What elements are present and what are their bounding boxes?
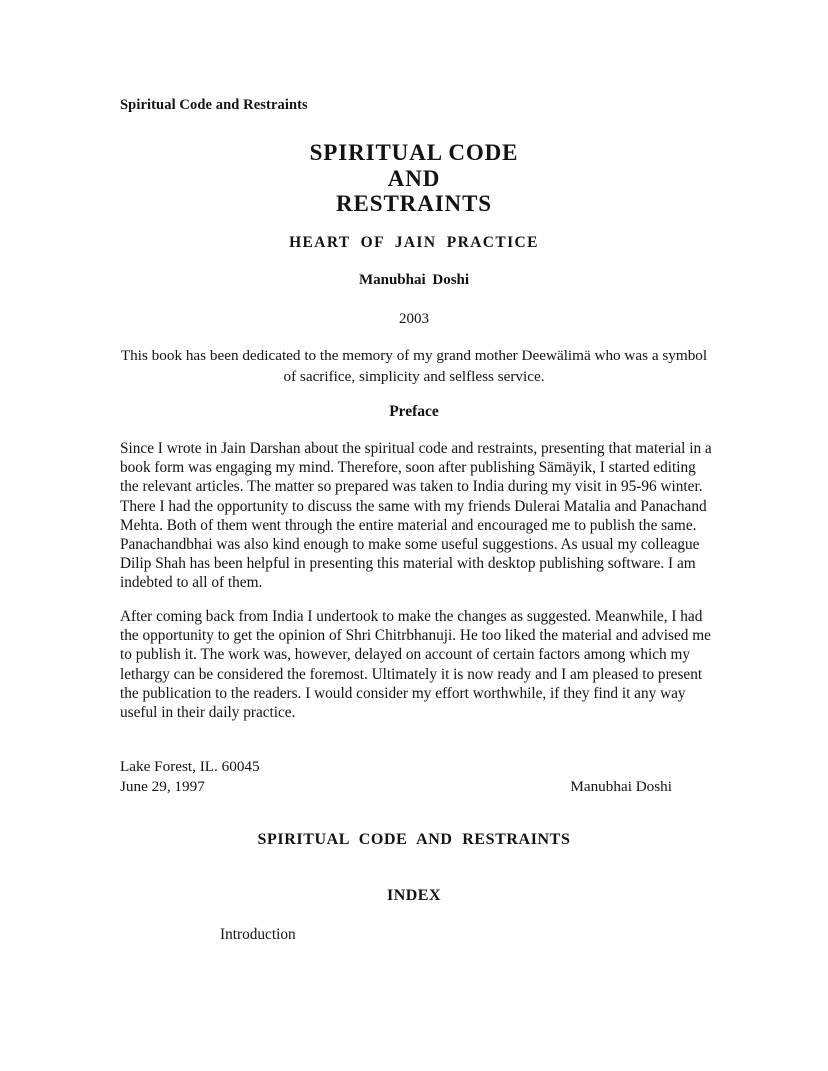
signature-date: June 29, 1997 xyxy=(120,777,205,795)
title-line-3: RESTRAINTS xyxy=(336,191,492,216)
publication-year: 2003 xyxy=(399,311,429,327)
signature-date-row xyxy=(120,777,672,797)
index-entry-introduction: Introduction xyxy=(220,926,296,943)
signature-location: Lake Forest, IL. 60045 xyxy=(120,758,260,775)
subtitle: HEART OF JAIN PRACTICE xyxy=(289,234,539,251)
signature-block xyxy=(120,757,672,796)
title-block xyxy=(0,140,828,217)
preface-paragraph-1: Since I wrote in Jain Darshan about the spiritual code and restraints, presenting that material in a book form was engaging my mind. Therefore, soon after publishing Sämäyik, I started editing the relevant articles. The matter so prepared was taken to India during my visit in 95-96 winter. There I had the opportunity to discuss the same with my friends Dulerai Matalia and Panachand Mehta. Both of them went through the entire material and encouraged me to publish the same. Panachandbhai was also kind enough to make some useful suggestions. As usual my colleague Dilip Shah has been helpful in presenting this material with desktop publishing software. I am indebted to all of them. xyxy=(120,440,712,592)
dedication-text: This book has been dedicated to the memory of my grand mother Deewälimä who was a symbol of sacrifice, simplicity and selfless service. xyxy=(120,347,708,385)
preface-paragraph-2: After coming back from India I undertook to make the changes as suggested. Meanwhile, I had the opportunity to get the opinion of Shri Chitrbhanuji. He too liked the material and advised me to publish it. The work was, however, delayed on account of certain factors among which my lethargy can be considered the foremost. Ultimately it is now ready and I am pleased to present the publication to the readers. I would consider my effort worthwhile, if they find it any way useful in their daily practice. xyxy=(120,608,711,722)
index-heading: INDEX xyxy=(386,887,442,904)
title-line-2: AND xyxy=(387,165,441,191)
preface-heading: Preface xyxy=(389,403,439,420)
signature-name: Manubhai Doshi xyxy=(570,777,672,795)
title-line-1: SPIRITUAL CODE xyxy=(309,140,519,165)
author-name: Manubhai Doshi xyxy=(358,272,470,288)
running-header: Spiritual Code and Restraints xyxy=(120,97,308,113)
book-title-heading: SPIRITUAL CODE AND RESTRAINTS xyxy=(257,831,571,848)
